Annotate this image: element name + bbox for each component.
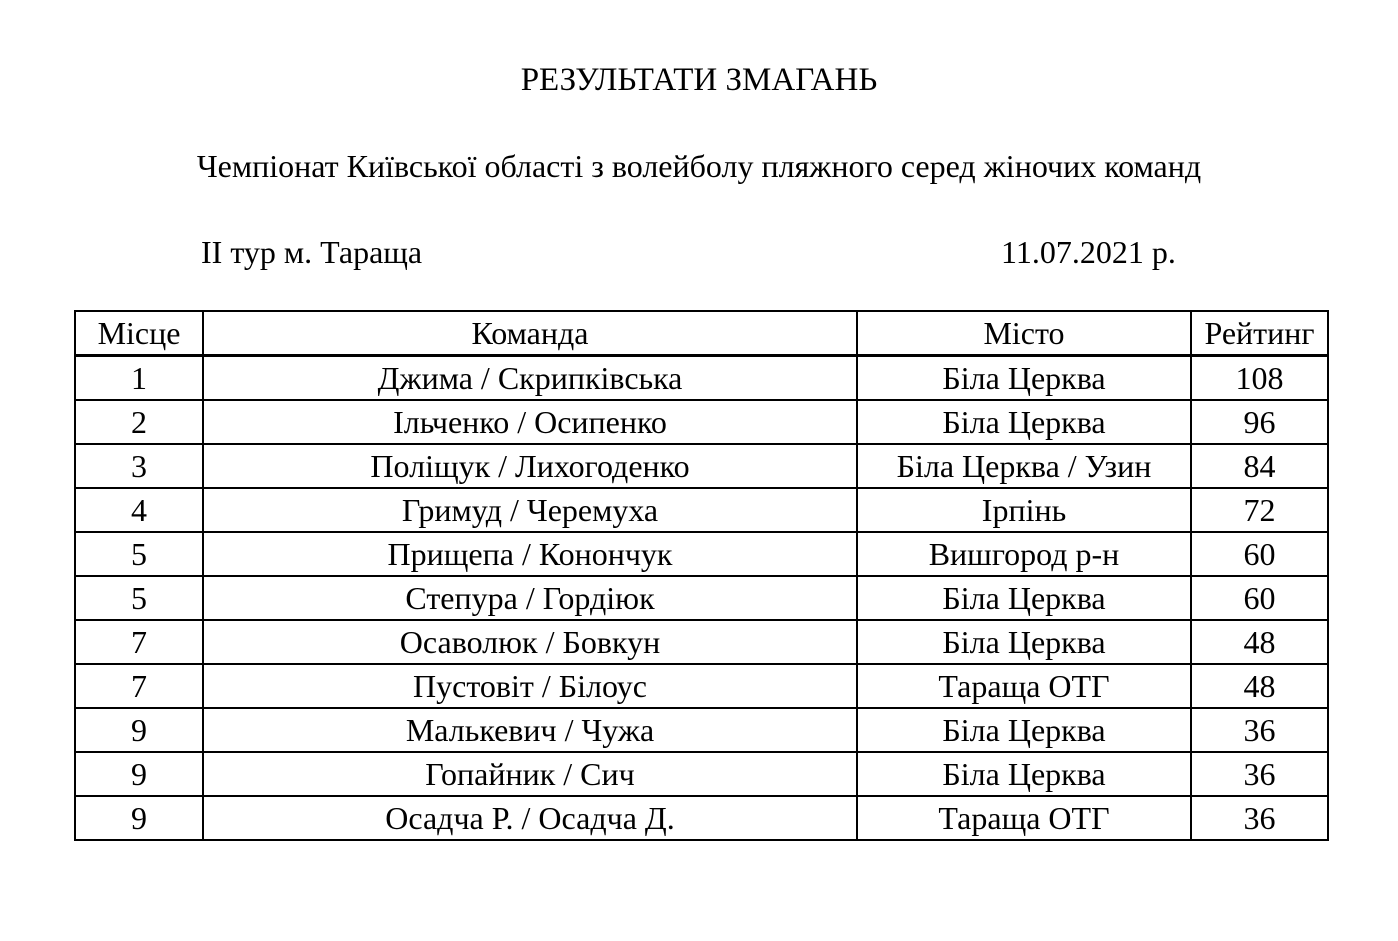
table-row bbox=[75, 576, 1328, 620]
document-subtitle: Чемпіонат Київської області з волейболу пляжного серед жіночих команд bbox=[196, 148, 1202, 184]
city-cell: Тараща ОТГ bbox=[857, 796, 1191, 840]
team-cell: Осадча Р. / Осадча Д. bbox=[203, 796, 857, 840]
rating-cell: 48 bbox=[1191, 620, 1328, 664]
city-cell: Біла Церква bbox=[857, 708, 1191, 752]
city-cell: Біла Церква / Узин bbox=[857, 444, 1191, 488]
team-cell: Малькевич / Чужа bbox=[203, 708, 857, 752]
round-location: ІІ тур м. Тараща bbox=[201, 234, 423, 270]
table-row bbox=[75, 444, 1328, 488]
city-cell: Тараща ОТГ bbox=[857, 664, 1191, 708]
team-cell: Джима / Скрипківська bbox=[203, 356, 857, 401]
place-cell: 5 bbox=[75, 532, 203, 576]
place-cell: 1 bbox=[75, 356, 203, 401]
city-cell: Ірпінь bbox=[857, 488, 1191, 532]
team-cell: Степура / Гордіюк bbox=[203, 576, 857, 620]
place-cell: 9 bbox=[75, 708, 203, 752]
city-cell: Біла Церква bbox=[857, 576, 1191, 620]
event-date: 11.07.2021 р. bbox=[1001, 234, 1176, 270]
table-row bbox=[75, 356, 1328, 401]
rating-cell: 60 bbox=[1191, 532, 1328, 576]
rating-cell: 108 bbox=[1191, 356, 1328, 401]
document-title: РЕЗУЛЬТАТИ ЗМАГАНЬ bbox=[520, 62, 878, 98]
place-cell: 7 bbox=[75, 620, 203, 664]
place-cell: 4 bbox=[75, 488, 203, 532]
rating-cell: 36 bbox=[1191, 796, 1328, 840]
column-header-place: Місце bbox=[75, 311, 203, 356]
place-cell: 9 bbox=[75, 796, 203, 840]
city-cell: Біла Церква bbox=[857, 356, 1191, 401]
city-cell: Біла Церква bbox=[857, 620, 1191, 664]
city-cell: Вишгород р-н bbox=[857, 532, 1191, 576]
table-row bbox=[75, 752, 1328, 796]
place-cell: 2 bbox=[75, 400, 203, 444]
team-cell: Ільченко / Осипенко bbox=[203, 400, 857, 444]
table-row bbox=[75, 532, 1328, 576]
team-cell: Осаволюк / Бовкун bbox=[203, 620, 857, 664]
place-cell: 5 bbox=[75, 576, 203, 620]
team-cell: Гопайник / Сич bbox=[203, 752, 857, 796]
table-row bbox=[75, 664, 1328, 708]
team-cell: Гримуд / Черемуха bbox=[203, 488, 857, 532]
place-cell: 7 bbox=[75, 664, 203, 708]
column-header-rating: Рейтинг bbox=[1191, 311, 1328, 356]
team-cell: Прищепа / Конончук bbox=[203, 532, 857, 576]
rating-cell: 72 bbox=[1191, 488, 1328, 532]
city-cell: Біла Церква bbox=[857, 752, 1191, 796]
table-row bbox=[75, 488, 1328, 532]
place-cell: 3 bbox=[75, 444, 203, 488]
team-cell: Поліщук / Лихогоденко bbox=[203, 444, 857, 488]
results-table bbox=[74, 310, 1329, 841]
header-row bbox=[75, 311, 1328, 356]
table-row bbox=[75, 620, 1328, 664]
rating-cell: 60 bbox=[1191, 576, 1328, 620]
rating-cell: 96 bbox=[1191, 400, 1328, 444]
rating-cell: 36 bbox=[1191, 752, 1328, 796]
team-cell: Пустовіт / Білоус bbox=[203, 664, 857, 708]
table-row bbox=[75, 708, 1328, 752]
rating-cell: 84 bbox=[1191, 444, 1328, 488]
rating-cell: 36 bbox=[1191, 708, 1328, 752]
rating-cell: 48 bbox=[1191, 664, 1328, 708]
table-row bbox=[75, 796, 1328, 840]
table-row bbox=[75, 400, 1328, 444]
column-header-team: Команда bbox=[203, 311, 857, 356]
place-cell: 9 bbox=[75, 752, 203, 796]
column-header-city: Місто bbox=[857, 311, 1191, 356]
city-cell: Біла Церква bbox=[857, 400, 1191, 444]
